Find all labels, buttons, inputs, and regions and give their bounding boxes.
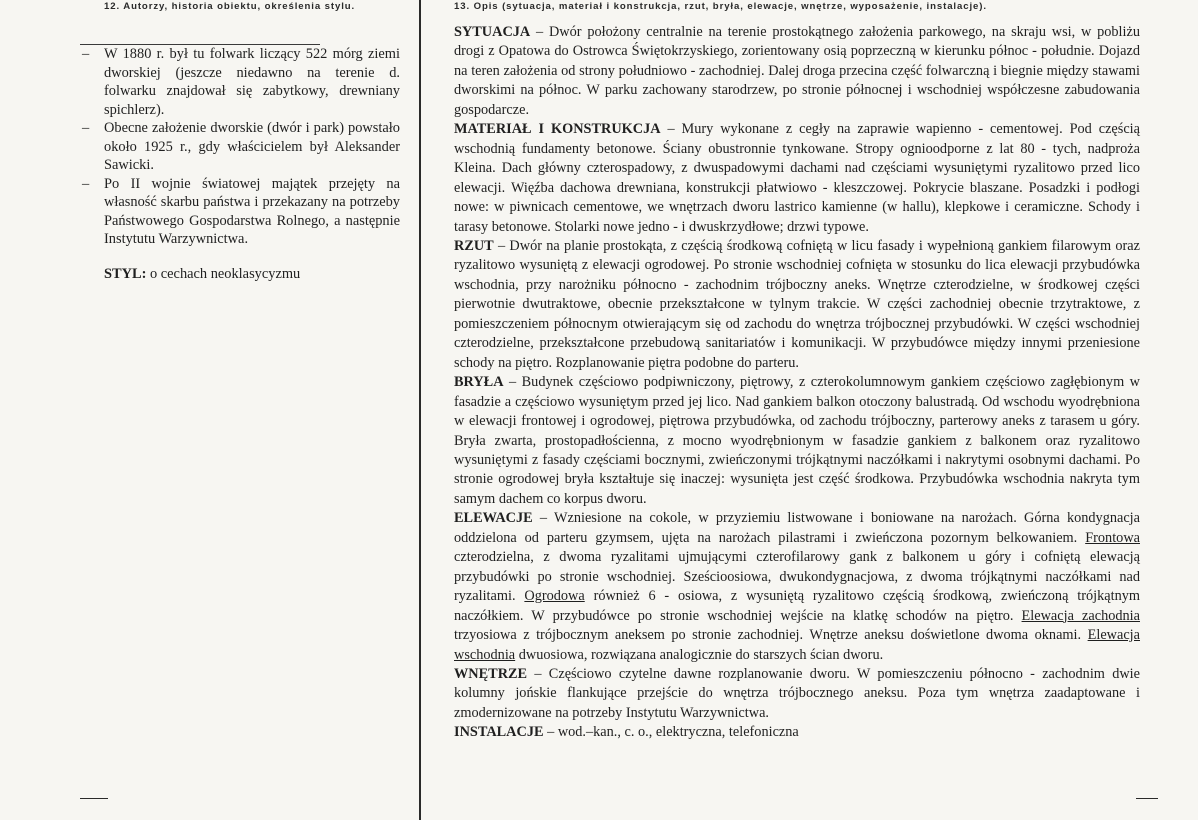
history-bullet xyxy=(80,45,400,119)
section-text: trzyosiowa z trójbocznym aneksem po stronie zachodniej. Wnętrze aneksu doświetlone dwoma oknami. xyxy=(454,627,1088,644)
section-text: – Dwór na planie prostokąta, z częścią środkową cofniętą w licu fasady i wypełnioną gankiem filarowym oraz ryzalitowo wysuniętą z elewacji ogrodowej. Po stronie wschodniej cofnięta w stosunku do lica elewacji przybudówka wschodnia, przy narożniku północno - zachodnim trójboczny aneks. Wnętrze czterodzielne, w środkowej części pierwotnie dwutraktowe, obecnie przekształcone w tylnym trakcie. W części zachodniej obecnie trzytraktowe, z pomieszczeniem północnym otwierającym się od zachodu do wnętrza trójbocznej przybudówki. W części wschodniej czterodzielne, przekształcone przebudową sanitariatów i komunikacji. W przybudówce między innymi przeniesione schody na piętro. Rozplanowanie piętra podobne do parteru. xyxy=(454,237,1140,371)
section-text: czterodzielna, z dwoma ryzalitami ujmującymi czterofilarowy gank z balkonem u góry i cofniętą elewacją przybudówki po stronie wschodniej. Sześcioosiowa, dwukondygnacjowa, z dwoma trójkątnymi naczółkami nad ryzalitami. xyxy=(454,549,1140,605)
bullet-dash: – xyxy=(82,46,90,62)
description-section xyxy=(454,23,1140,120)
history-bullet xyxy=(80,119,400,175)
left-footer-dash xyxy=(80,798,108,799)
column-divider xyxy=(419,0,421,820)
underlined-term: Ogrodowa xyxy=(524,588,585,605)
bullet-text: W 1880 r. był tu folwark liczący 522 mórg ziemi dworskiej (jeszcze niedawno na terenie d. folwarku znajdował się zabytkowy, drewniany spichlerz). xyxy=(104,46,400,118)
description-section xyxy=(454,509,1140,665)
history-bullet xyxy=(80,175,400,249)
section-text: – Budynek częściowo podpiwniczony, piętrowy, z czterokolumnowym gankiem częściowo zagłębionym w fasadzie a częściowo wysuniętym przed jej lico. Nad gankiem balkon otoczony balustradą. Od wschodu wyodrębniona w elewacji frontowej i ogrodowej, piętrowa przybudówka, od zachodu trójboczny, parterowy aneks z tarasem u góry. Bryła zwarta, prostopadłościenna, z mocno wyodrębnionym w fasadzie gankiem z balkonem oraz ryzalitowo wysuniętymi z fasady częściami bocznymi, zwieńczonymi trójkątnymi naczółkami i nakrytymi osobnymi dachami. Po stronie ogrodowej bryła kształtuje się inaczej: wysunięta jest część środkowa. Przybudówka wschodnia nakryta tym samym dachem co korpus dworu. xyxy=(454,374,1140,507)
section-title: ELEWACJE xyxy=(454,510,533,527)
description-section xyxy=(454,120,1140,237)
style-value: o cechach neoklasycyzmu xyxy=(146,265,301,282)
bullet-dash: – xyxy=(82,120,90,136)
bullet-text: Obecne założenie dworskie (dwór i park) powstało około 1925 r., gdy właścicielem był Aleksander Sawicki. xyxy=(104,120,400,173)
style-label: STYL: xyxy=(104,265,147,282)
style-line xyxy=(80,265,400,284)
section-text: – Dwór położony centralnie na terenie prostokątnego założenia parkowego, na skraju wsi, w pobliżu drogi z Opatowa do Ostrowca Świętokrzyskiego, zorientowany osią poprzeczną w kierunku północ - południe. Dojazd na teren założenia od strony południowo - zachodniej. Dalej droga przecina część folwarczną i biegnie między stawami dworskimi na północ. W parku zachowany starodrzew, po stronie północnej i wschodniej współczesne zabudowania gospodarcze. xyxy=(454,24,1140,118)
section-title: MATERIAŁ I KONSTRUKCJA xyxy=(454,121,661,138)
section-title: WNĘTRZE xyxy=(454,665,528,682)
section-text: dwuosiowa, rozwiązana analogicznie do starszych ścian dworu. xyxy=(515,646,884,663)
right-column-header: 13. Opis (sytuacja, materiał i konstrukcja, rzut, bryła, elewacje, wnętrze, wyposażenie, instalacje). xyxy=(454,1,987,12)
section-title: INSTALACJE xyxy=(454,724,544,741)
description-section xyxy=(454,237,1140,373)
section-text: – Częściowo czytelne dawne rozplanowanie dworu. W pomieszczeniu północno - zachodnim dwie kolumny jońskie flankujące przejście do wnętrza trójbocznego aneksu. Poza tym wnętrza zaadaptowane i zmodernizowane na potrzeby Instytutu Warzywnictwa. xyxy=(454,665,1140,721)
bullet-dash: – xyxy=(82,175,90,192)
section-text: – wod.–kan., c. o., elektryczna, telefoniczna xyxy=(543,724,799,741)
section-title: RZUT xyxy=(454,237,494,254)
description-section xyxy=(454,723,1140,742)
history-text xyxy=(80,45,400,283)
underlined-term: Elewacja zachodnia xyxy=(1021,607,1140,624)
description-section xyxy=(454,373,1140,509)
right-column xyxy=(430,0,1158,820)
section-text: – Wzniesione na cokole, w przyziemiu listwowane i boniowane na narożach. Górna kondygnacja oddzielona od parteru gzymsem, ujęta na narożach pilastrami i zwieńczona pozornym belkowaniem. xyxy=(454,510,1140,546)
left-column xyxy=(80,0,415,820)
underlined-term: Elewacja wschodnia xyxy=(454,627,1140,663)
section-title: SYTUACJA xyxy=(454,24,531,40)
underlined-term: Frontowa xyxy=(1085,529,1140,546)
bullet-text: Po II wojnie światowej majątek przejęty na własność skarbu państwa i przekazany na potrzeby Państwowego Gospodarstwa Rolnego, a następnie Instytutu Warzywnictwa. xyxy=(104,175,400,247)
description-section xyxy=(454,665,1140,723)
left-column-header: 12. Autorzy, historia obiektu, określenia stylu. xyxy=(104,1,356,12)
section-text: – Mury wykonane z cegły na zaprawie wapienno - cementowej. Pod częścią wschodnią fundamenty betonowe. Ściany obustronnie tynkowane. Stropy ognioodporne z lat 80 - tych, nadproża Kleina. Dach główny czterospadowy, z dwuspadowymi dachami nad częściami wysuniętymi ryzalitowo przed lico elewacji. Więźba dachowa drewniana, konstrukcji płatwiowo - kleszczowej. Pokrycie blaszane. Posadzki i podłogi nowe: w piwnicach cementowe, we wnętrzach dworu lastrico kamienne (w hallu), klepkowe i ceramiczne. Schody i tarasy betonowe. Stolarki nowe jedno - i dwuskrzydłowe; drzwi typowe. xyxy=(454,121,1140,235)
section-title: BRYŁA xyxy=(454,374,504,391)
right-footer-dash xyxy=(1136,798,1158,799)
description-text xyxy=(454,23,1140,743)
section-text: również 6 - osiowa, z wysuniętą ryzalitowo częścią środkową, zwieńczoną trójkątnym naczółkiem. W przybudówce po stronie wschodniej wejście na klatkę schodów na piętro. xyxy=(454,588,1140,624)
